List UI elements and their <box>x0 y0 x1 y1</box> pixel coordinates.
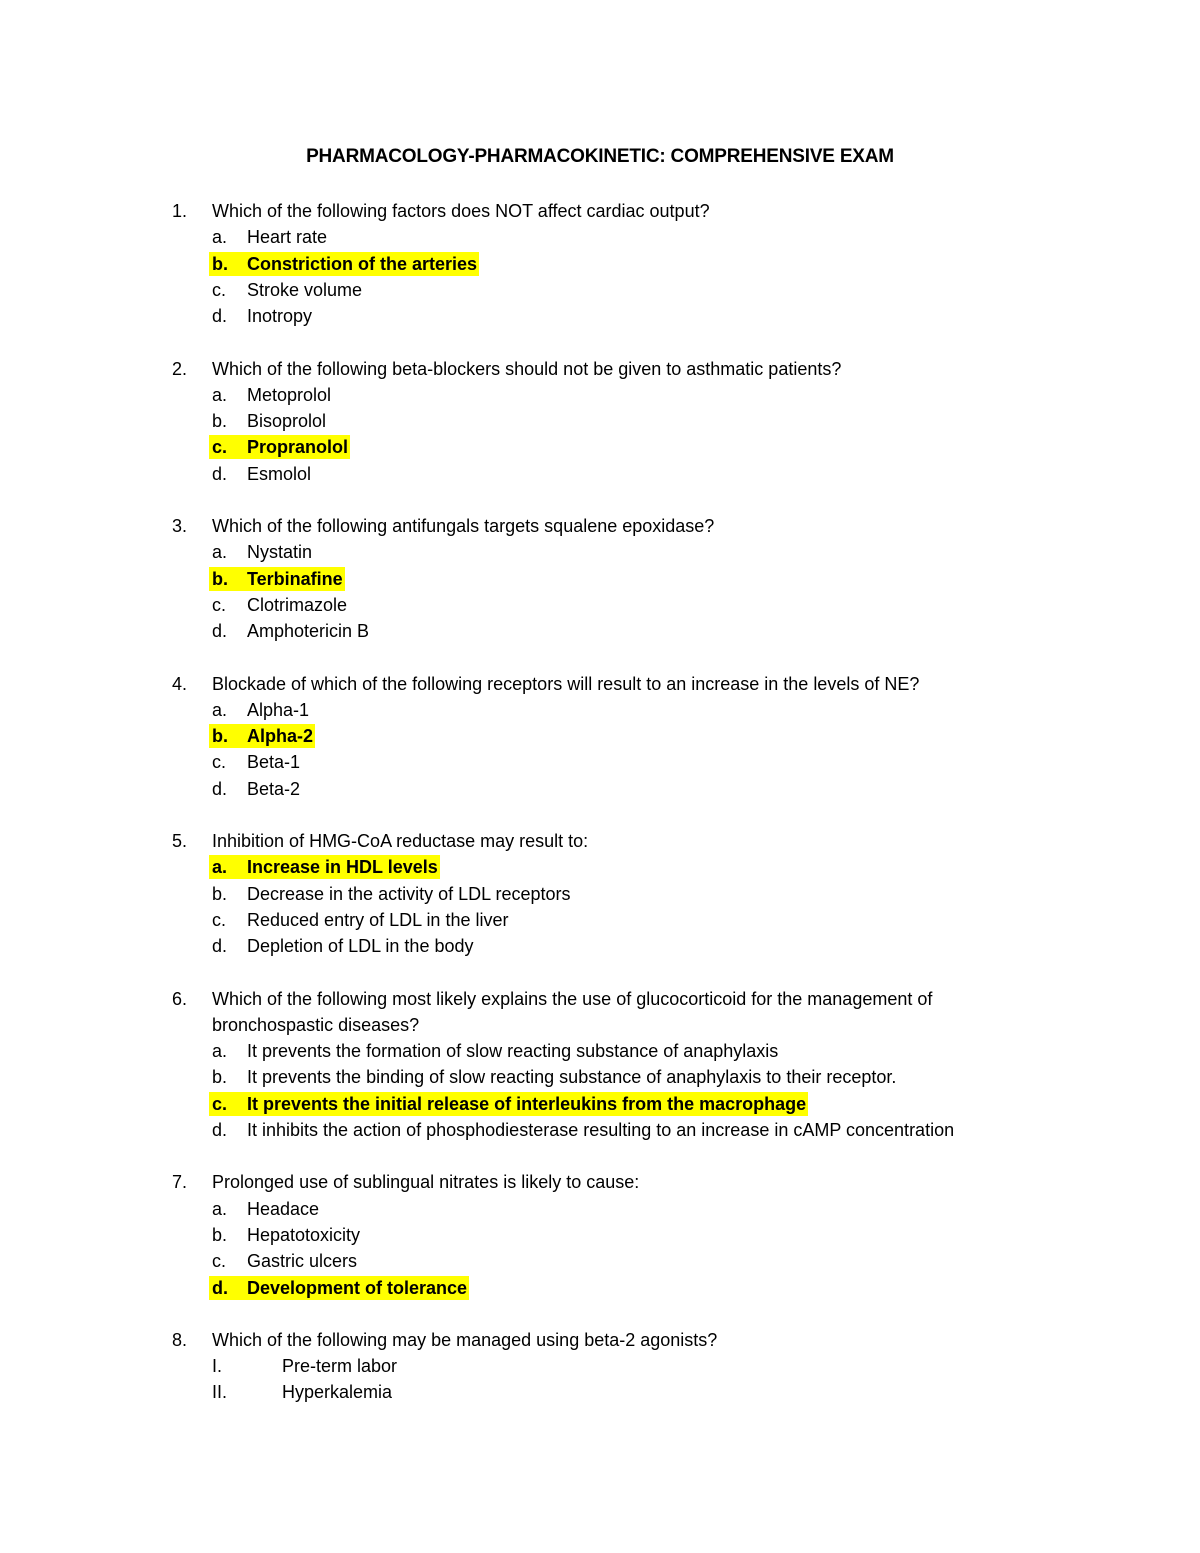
option-label: d. <box>212 463 228 484</box>
question-number: 2. <box>172 358 188 379</box>
option-text: Metoprolol <box>247 384 332 405</box>
question-number: 1. <box>172 201 188 221</box>
option-text: Bisoprolol <box>247 411 327 432</box>
option-text: Clotrimazole <box>247 594 348 615</box>
option-label: b. <box>212 568 228 589</box>
option-label: b. <box>212 1224 228 1245</box>
option-label: c. <box>212 1093 228 1114</box>
question-text: Which of the following may be managed using beta-2 agonists? <box>212 1329 718 1350</box>
option-label: c. <box>212 909 227 930</box>
option-text: It inhibits the action of phosphodiesterase resulting to an increase in cAMP concentration <box>247 1120 955 1140</box>
question-number: 5. <box>172 831 188 851</box>
question-number: 3. <box>172 516 188 536</box>
question-number: 8. <box>172 1329 188 1350</box>
question-number: 4. <box>172 673 188 694</box>
option-text: Beta-2 <box>247 778 301 799</box>
correct-answer-text: Alpha-2 <box>247 726 314 747</box>
option-label: b. <box>212 726 228 747</box>
option-label: c. <box>212 437 228 458</box>
option-label: a. <box>212 857 228 878</box>
correct-answer-text: Constriction of the arteries <box>247 253 478 274</box>
option-text: Reduced entry of LDL in the liver <box>247 909 509 930</box>
option-label: b. <box>212 253 228 274</box>
option-text: Amphotericin B <box>247 621 370 642</box>
option-text: Decrease in the activity of LDL receptors <box>247 883 571 904</box>
option-label: a. <box>212 1041 228 1062</box>
question-text: Which of the following antifungals targets squalene epoxidase? <box>212 516 715 536</box>
question-text: Which of the following beta-blockers should not be given to asthmatic patients? <box>212 358 842 379</box>
option-text: It prevents the binding of slow reacting substance of anaphylaxis to their receptor. <box>247 1067 897 1088</box>
option-text: Pre-term labor <box>282 1356 398 1377</box>
option-label: d. <box>212 306 228 327</box>
option-label: I. <box>212 1356 223 1377</box>
correct-answer-text: Propranolol <box>247 437 349 458</box>
question-text: Prolonged use of sublingual nitrates is likely to cause: <box>212 1172 640 1193</box>
option-label: II. <box>212 1382 228 1403</box>
option-label: c. <box>212 594 227 615</box>
option-label: b. <box>212 1067 228 1088</box>
option-text: It prevents the formation of slow reacting substance of anaphylaxis <box>247 1041 779 1062</box>
option-label: a. <box>212 542 228 563</box>
correct-answer-text: Terbinafine <box>247 568 343 589</box>
option-text: Depletion of LDL in the body <box>247 936 474 957</box>
question-text: bronchospastic diseases? <box>212 1014 420 1035</box>
question-text: Inhibition of HMG-CoA reductase may result to: <box>212 831 589 851</box>
question-text: Which of the following factors does NOT affect cardiac output? <box>212 201 710 221</box>
option-text: Gastric ulcers <box>247 1251 358 1272</box>
option-label: b. <box>212 883 228 904</box>
option-text: Nystatin <box>247 542 313 563</box>
question-number: 7. <box>172 1172 188 1193</box>
option-label: c. <box>212 752 227 773</box>
option-text: Headace <box>247 1198 320 1219</box>
option-text: Stroke volume <box>247 279 363 300</box>
correct-answer-text: Increase in HDL levels <box>247 857 438 878</box>
question-text: Which of the following most likely explains the use of glucocorticoid for the management of <box>212 988 933 1009</box>
option-label: d. <box>212 778 228 799</box>
option-label: a. <box>212 699 228 720</box>
option-text: Hyperkalemia <box>282 1382 393 1403</box>
option-label: b. <box>212 411 228 432</box>
option-label: c. <box>212 279 227 300</box>
option-label: d. <box>212 621 228 642</box>
option-text: Esmolol <box>247 463 312 484</box>
option-text: Hepatotoxicity <box>247 1224 361 1245</box>
correct-answer-text: Development of tolerance <box>247 1277 468 1298</box>
option-text: Inotropy <box>247 306 313 327</box>
option-label: a. <box>212 227 228 248</box>
option-label: c. <box>212 1251 227 1272</box>
option-label: d. <box>212 1277 228 1298</box>
question-number: 6. <box>172 988 188 1009</box>
option-label: d. <box>212 936 228 957</box>
option-text: Alpha-1 <box>247 699 310 720</box>
correct-answer-text: It prevents the initial release of interleukins from the macrophage <box>247 1093 807 1114</box>
page-title: PHARMACOLOGY-PHARMACOKINETIC: COMPREHENSIVE EXAM <box>306 146 894 167</box>
option-label: d. <box>212 1120 228 1140</box>
option-text: Heart rate <box>247 227 328 248</box>
question-text: Blockade of which of the following receptors will result to an increase in the levels of NE? <box>212 673 920 694</box>
option-label: a. <box>212 1198 228 1219</box>
option-text: Beta-1 <box>247 752 301 773</box>
option-label: a. <box>212 384 228 405</box>
